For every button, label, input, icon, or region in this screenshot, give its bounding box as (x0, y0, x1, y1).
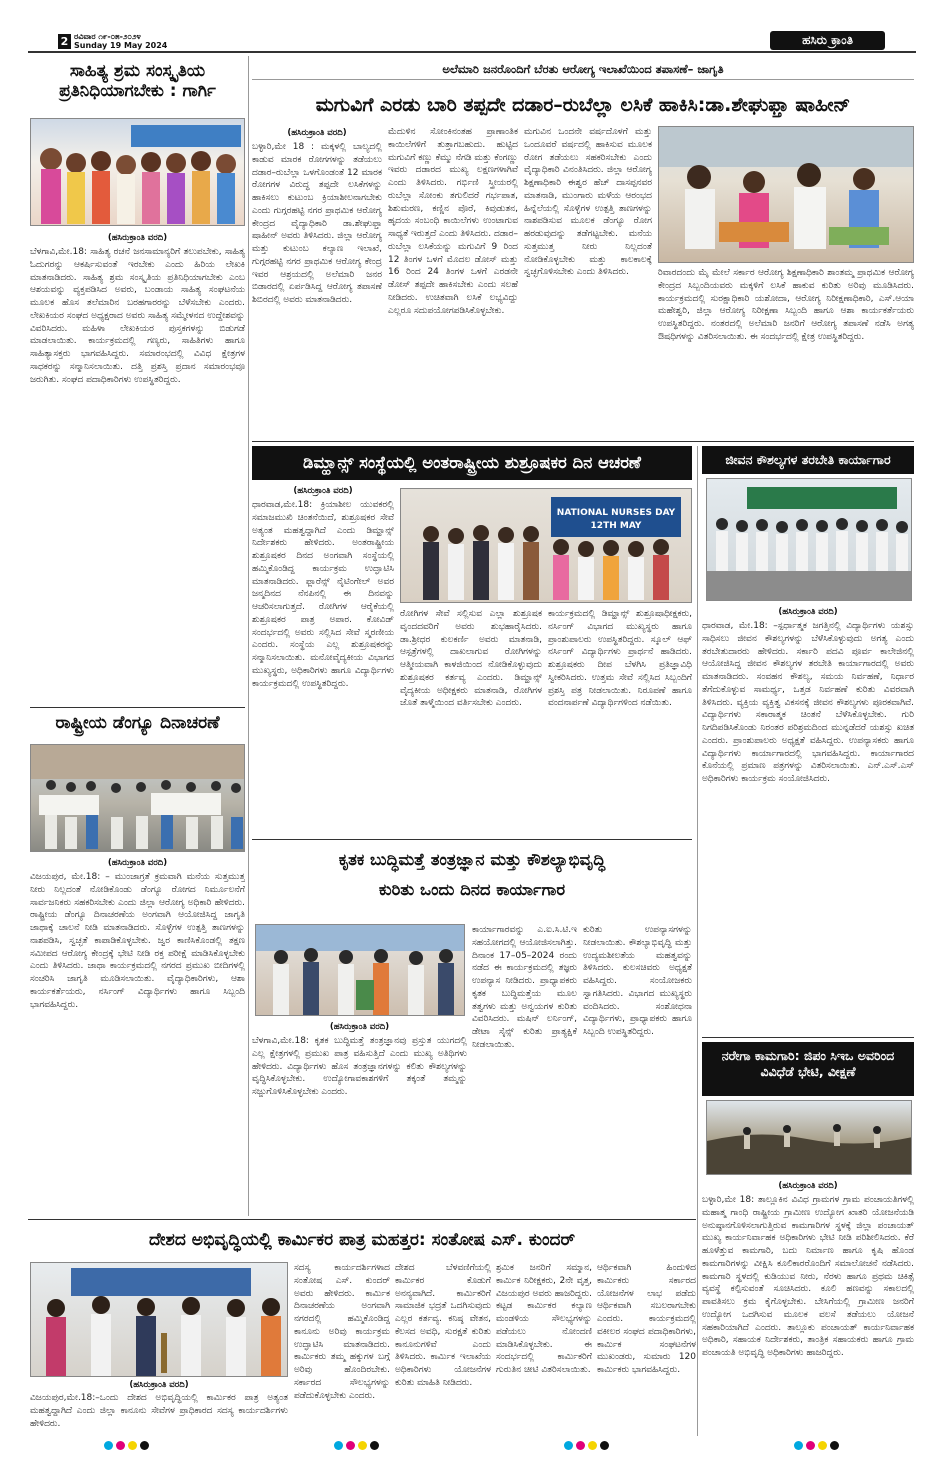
reg-dot-magenta (576, 1441, 585, 1450)
reg-dot-yellow (588, 1441, 597, 1450)
reg-dot-cyan (104, 1441, 113, 1450)
nrega-body: ಬಳ್ಳಾರಿ,ಮೇ 18: ತಾಲ್ಲೂಕಿನ ವಿವಿಧ ಗ್ರಾಮಗಳ ಗ್ರಾಮ ಪಂಚಾಯತಿಗಳಲ್ಲಿ ಮಹಾತ್ಮ ಗಾಂಧಿ ರಾಷ್ಟ್ರೀಯ ಗ್ರಾಮೀಣ ಉದ್ಯೋಗ ಖಾತರಿ ಯೋಜನೆಯಡಿ ಅನುಷ್ಠಾನಗೊಳಿಸಲಾಗುತ್ತಿರುವ ಕಾಮಗಾರಿಗಳ ಸ್ಥಳಕ್ಕೆ ಜಿಲ್ಲಾ ಪಂಚಾಯತ್ ಮುಖ್ಯ ಕಾರ್ಯನಿರ್ವಾಹಕ ಅಧಿಕಾರಿಗಳು ಭೇಟಿ ನೀಡಿ ಪರಿಶೀಲಿಸಿದರು. ಕೆರೆ ಹೂಳೆತ್ತುವ ಕಾಮಗಾರಿ, ಬದು ನಿರ್ಮಾಣ ಹಾಗೂ ಕೃಷಿ ಹೊಂಡ ಕಾಮಗಾರಿಗಳನ್ನು ವೀಕ್ಷಿಸಿ ಕೂಲಿಕಾರರೊಂದಿಗೆ ಸಮಾಲೋಚನೆ ನಡೆಸಿದರು. ಕಾಮಗಾರಿ ಸ್ಥಳದಲ್ಲಿ ಕುಡಿಯುವ ನೀರು, ನೆರಳು ಹಾಗೂ ಪ್ರಥಮ ಚಿಕಿತ್ಸೆ ವ್ಯವಸ್ಥೆ ಕಲ್ಪಿಸುವಂತೆ ಸೂಚಿಸಿದರು. ಕೂಲಿ ಹಣವನ್ನು ಸಕಾಲದಲ್ಲಿ ಪಾವತಿಸಲು ಕ್ರಮ ಕೈಗೊಳ್ಳಬೇಕು. ಬೇಸಿಗೆಯಲ್ಲಿ ಗ್ರಾಮೀಣ ಜನರಿಗೆ ಉದ್ಯೋಗ ಒದಗಿಸುವ ಮೂಲಕ ವಲಸೆ ತಡೆಯಲು ಯೋಜನೆ ಸಹಕಾರಿಯಾಗಿದೆ ಎಂದರು. ತಾಲ್ಲೂಕು ಪಂಚಾಯತ್ ಕಾರ್ಯನಿರ್ವಾಹಕ ಅಧಿಕಾರಿ, ಸಹಾಯಕ ನಿರ್ದೇಶಕರು, ತಾಂತ್ರಿಕ ಸಹಾಯಕರು ಹಾಗೂ ಗ್ರಾಮ ಪಂಚಾಯತಿ ಅಭಿವೃದ್ಧಿ ಅಧಿಕಾರಿಗಳು ಹಾಜರಿದ್ದರು. (702, 1195, 914, 1359)
workers-col-3: ಶ್ರಮಿಕ ಜನರಿಗೆ ಸಮ್ಮಾನ, ಕಾರ್ಮಿಕ ನಿರೀಕ್ಷಕರು, 2ನೇ ವೃತ್ತ, ವಿಜಯಪುರ ಅವರು ಹಾಜರಿದ್ದರು. ಕಟ್ಟಡ ಕಾರ್ಮಿಕರ ಕಲ್ಯಾಣ ಮಂಡಳಿಯ ಸೌಲಭ್ಯಗಳನ್ನು ಪಡೆಯಲು ನೋಂದಣಿ ಮಾಡಿಸಿಕೊಳ್ಳಬೇಕು. ಈ ಸಂದರ್ಭದಲ್ಲಿ ಕಾರ್ಮಿಕರಿಗೆ ಗುರುತಿನ ಚೀಟಿ ವಿತರಿಸಲಾಯಿತು. (496, 1263, 592, 1376)
workers-byline: (ಹಸಿರುಕ್ರಾಂತಿ ವರದಿ) (129, 1380, 189, 1390)
life-skills-photo (706, 478, 912, 601)
nrega-top-rule (702, 1037, 914, 1038)
workers-event-photo-art (31, 1263, 288, 1377)
health-camp-photo (658, 126, 914, 263)
literature-event-photo (30, 118, 245, 226)
health-camp-photo-art (659, 127, 914, 263)
nrega-worksite-photo-art (707, 1101, 912, 1175)
literature-event-photo-art (31, 119, 245, 226)
dengue-rally-photo (30, 744, 245, 852)
reg-dot-yellow (818, 1441, 827, 1450)
life-skills-photo-art (707, 479, 912, 601)
left-top-byline: (ಹಸಿರುಕ್ರಾಂತಿ ವರದಿ) (107, 233, 168, 243)
reg-dot-cyan (334, 1441, 343, 1450)
nurses-day-photo (400, 488, 692, 603)
lead-col-1 (252, 126, 382, 438)
banner-line-2: 12TH MAY (590, 521, 642, 531)
page-number-box (58, 34, 71, 49)
nrega-headline (702, 1042, 914, 1096)
reg-dot-cyan (794, 1441, 803, 1450)
left-top-body: ಬೆಳಗಾವಿ,ಮೇ.18: ಸಾಹಿತ್ಯ ರಚನೆ ಜನಸಾಮಾನ್ಯರಿಗೆ ತಲುಪಬೇಕು, ಸಾಹಿತ್ಯ ಓದುಗರನ್ನು ಆಕರ್ಷಿಸುವಂತೆ ಇರಬೇಕು ಎಂದು ಹಿರಿಯ ಲೇಖಕಿ ಮಾತನಾಡಿದರು. ಸಾಹಿತ್ಯ ಶ್ರಮ ಸಂಸ್ಕೃತಿಯ ಪ್ರತಿನಿಧಿಯಾಗಬೇಕು ಎಂಬ ಆಶಯವನ್ನು ವ್ಯಕ್ತಪಡಿಸಿದ ಅವರು, ಬಂಡಾಯ ಸಾಹಿತ್ಯ ಸಂಘಟನೆಯ ಮೂಲಕ ಹೊಸ ತಲೆಮಾರಿನ ಬರಹಗಾರರನ್ನು ಬೆಳೆಸಬೇಕು ಎಂದರು. ಲೇಖಕಿಯರ ಸಂಘದ ಅಧ್ಯಕ್ಷರಾದ ಅವರು ಸಾಹಿತ್ಯ ಸಮ್ಮೇಳನದ ಉದ್ದೇಶವನ್ನು ವಿವರಿಸಿದರು. ಮಹಿಳಾ ಲೇಖಕಿಯರ ಪುಸ್ತಕಗಳನ್ನು ಬಿಡುಗಡೆ ಮಾಡಲಾಯಿತು. ಕಾರ್ಯಕ್ರಮದಲ್ಲಿ ಗಣ್ಯರು, ಸಾಹಿತಿಗಳು ಹಾಗೂ ಸಾಹಿತ್ಯಾಸಕ್ತರು ಭಾಗವಹಿಸಿದ್ದರು. ಸಮಾರಂಭದಲ್ಲಿ ವಿವಿಧ ಕ್ಷೇತ್ರಗಳ ಸಾಧಕರನ್ನು ಸನ್ಮಾನಿಸಲಾಯಿತು. ದತ್ತಿ ಪ್ರಶಸ್ತಿ ಪ್ರದಾನ ಸಮಾರಂಭವೂ ಜರುಗಿತು. ಸಂಘದ ಪದಾಧಿಕಾರಿಗಳು ಉಪಸ್ಥಿತರಿದ್ದರು. (30, 247, 245, 385)
dengue-byline: (ಹಸಿರುಕ್ರಾಂತಿ ವರದಿ) (107, 858, 168, 868)
dimhans-body-left: ಧಾರವಾಡ,ಮೇ.18: ಕ್ರಿಯಾಶೀಲ ಯುವಕರಲ್ಲಿ ಸಮಾಜಮುಖಿ ಚಿಂತನೆಯಿದೆ, ಶುಶ್ರೂಷಕರ ಸೇವೆ ಅತ್ಯಂತ ಮಹತ್ವದ್ದಾಗಿದೆ ಎಂದು ಡಿಮ್ಹಾನ್ಸ್ ನಿರ್ದೇಶಕರು ಹೇಳಿದರು. ಅಂತರಾಷ್ಟ್ರೀಯ ಶುಶ್ರೂಷಕರ ದಿನದ ಅಂಗವಾಗಿ ಸಂಸ್ಥೆಯಲ್ಲಿ ಹಮ್ಮಿಕೊಂಡಿದ್ದ ಕಾರ್ಯಕ್ರಮ ಉದ್ಘಾಟಿಸಿ ಮಾತನಾಡಿದರು. ಫ್ಲಾರೆನ್ಸ್ ನೈಟಿಂಗೇಲ್ ಅವರ ಜನ್ಮದಿನದ ನೆನಪಿನಲ್ಲಿ ಈ ದಿನವನ್ನು ಆಚರಿಸಲಾಗುತ್ತದೆ. ರೋಗಿಗಳ ಆರೈಕೆಯಲ್ಲಿ ಶುಶ್ರೂಷಕರ ಪಾತ್ರ ಅಪಾರ. ಕೋವಿಡ್ ಸಂದರ್ಭದಲ್ಲಿ ಅವರು ಸಲ್ಲಿಸಿದ ಸೇವೆ ಸ್ಮರಣೀಯ ಎಂದರು. ಸಂಸ್ಥೆಯ ಎಲ್ಲ ಶುಶ್ರೂಷಕರನ್ನು ಸನ್ಮಾನಿಸಲಾಯಿತು. ಮನೋವೈದ್ಯಕೀಯ ವಿಭಾಗದ ಮುಖ್ಯಸ್ಥರು, ಅಧಿಕಾರಿಗಳು ಹಾಗೂ ವಿದ್ಯಾರ್ಥಿಗಳು ಕಾರ್ಯಕ್ರಮದಲ್ಲಿ ಉಪಸ್ಥಿತರಿದ್ದರು. (252, 500, 394, 689)
dimhans-story-left (252, 484, 394, 834)
dimhans-byline: (ಹಸಿರುಕ್ರಾಂತಿ ವರದಿ) (293, 486, 353, 496)
workers-caption-text: ವಿಜಯಪುರ,ಮೇ.18:–ಒಂದು ದೇಶದ ಅಭಿವೃದ್ಧಿಯಲ್ಲಿ ಕಾರ್ಮಿಕರ ಪಾತ್ರ ಅತ್ಯಂತ ಮಹತ್ವದ್ದಾಗಿದೆ ಎಂದು ಜಿಲ್ಲಾ ಕಾನೂನು ಸೇವೆಗಳ ಪ್ರಾಧಿಕಾರದ ಸದಸ್ಯ ಕಾರ್ಯದರ್ಶಿಗಳು ಹೇಳಿದರು. (30, 1393, 288, 1429)
right-column-rule (697, 446, 698, 1436)
reg-dot-magenta (806, 1441, 815, 1450)
ai-top-rule (252, 839, 692, 840)
reg-dot-magenta (116, 1441, 125, 1450)
workers-event-photo (30, 1262, 288, 1377)
ai-headline-line-2: ಕುರಿತು ಒಂದು ದಿನದ ಕಾರ್ಯಾಗಾರ (378, 880, 566, 899)
ai-workshop-photo (255, 924, 465, 1016)
nrega-story (702, 1179, 914, 1431)
workers-col-2: ದೇಶದ ಬೆಳವಣಿಗೆಯಲ್ಲಿ ಕಾರ್ಮಿಕರ ಕೊಡುಗೆ ಅನನ್ಯವಾಗಿದೆ. ಕಾರ್ಮಿಕರಿಗೆ ಸಾಮಾಜಿಕ ಭದ್ರತೆ ಒದಗಿಸುವುದು ಎಲ್ಲರ ಕರ್ತವ್ಯ. ಕನಿಷ್ಠ ವೇತನ, ಕೆಲಸದ ಅವಧಿ, ಸುರಕ್ಷತೆ ಕುರಿತು ಕಾನೂನುಗಳಿವೆ ಎಂದು ತಿಳಿಸಿದರು. ಕಾರ್ಮಿಕ ಇಲಾಖೆಯ ಅಧಿಕಾರಿಗಳು ಯೋಜನೆಗಳ ಕುರಿತು ಮಾಹಿತಿ ನೀಡಿದರು. (395, 1263, 491, 1388)
workers-col-1: ಸದಸ್ಯ ಕಾರ್ಯದರ್ಶಿಗಳಾದ ಸಂತೋಷ ಎಸ್. ಕುಂದರ್ ಅವರು ಹೇಳಿದರು. ಕಾರ್ಮಿಕ ದಿನಾಚರಣೆಯ ಅಂಗವಾಗಿ ನಗರದಲ್ಲಿ ಹಮ್ಮಿಕೊಂಡಿದ್ದ ಕಾನೂನು ಅರಿವು ಕಾರ್ಯಕ್ರಮ ಉದ್ಘಾಟಿಸಿ ಮಾತನಾಡಿದರು. ಕಾರ್ಮಿಕರು ತಮ್ಮ ಹಕ್ಕುಗಳ ಬಗ್ಗೆ ಅರಿವು ಹೊಂದಿರಬೇಕು. ಸರ್ಕಾರದ ಸೌಲಭ್ಯಗಳನ್ನು ಪಡೆದುಕೊಳ್ಳಬೇಕು ಎಂದರು. (294, 1263, 390, 1401)
life-skills-body: ಧಾರವಾಡ, ಮೇ.18: –ಸ್ಪರ್ಧಾತ್ಮಕ ಜಗತ್ತಿನಲ್ಲಿ ವಿದ್ಯಾರ್ಥಿಗಳು ಯಶಸ್ಸು ಸಾಧಿಸಲು ಜೀವನ ಕೌಶಲ್ಯಗಳನ್ನು ಬೆಳೆಸಿಕೊಳ್ಳುವುದು ಅಗತ್ಯ ಎಂದು ತರಬೇತುದಾರರು ಹೇಳಿದರು. ಸರ್ಕಾರಿ ಪದವಿ ಪೂರ್ವ ಕಾಲೇಜಿನಲ್ಲಿ ಆಯೋಜಿಸಿದ್ದ ಜೀವನ ಕೌಶಲ್ಯಗಳ ತರಬೇತಿ ಕಾರ್ಯಾಗಾರದಲ್ಲಿ ಅವರು ಮಾತನಾಡಿದರು. ಸಂವಹನ ಕೌಶಲ್ಯ, ಸಮಯ ನಿರ್ವಹಣೆ, ನಿರ್ಧಾರ ತೆಗೆದುಕೊಳ್ಳುವ ಸಾಮರ್ಥ್ಯ, ಒತ್ತಡ ನಿರ್ವಹಣೆ ಕುರಿತು ವಿವರವಾಗಿ ತಿಳಿಸಿದರು. ವ್ಯಕ್ತಿಯ ವ್ಯಕ್ತಿತ್ವ ವಿಕಸನಕ್ಕೆ ಜೀವನ ಕೌಶಲ್ಯಗಳು ಪೂರಕವಾಗಿವೆ. ವಿದ್ಯಾರ್ಥಿಗಳು ಸಕಾರಾತ್ಮಕ ಚಿಂತನೆ ಬೆಳೆಸಿಕೊಳ್ಳಬೇಕು. ಗುರಿ ನಿಗದಿಪಡಿಸಿಕೊಂಡು ನಿರಂತರ ಪರಿಶ್ರಮದಿಂದ ಮುನ್ನಡೆದರೆ ಯಶಸ್ಸು ಖಚಿತ ಎಂದರು. ಪ್ರಾಂಶುಪಾಲರು ಅಧ್ಯಕ್ಷತೆ ವಹಿಸಿದ್ದರು. ಉಪನ್ಯಾಸಕರು ಹಾಗೂ ವಿದ್ಯಾರ್ಥಿಗಳು ಕಾರ್ಯಾಗಾರದಲ್ಲಿ ಭಾಗವಹಿಸಿದ್ದರು. ಕಾರ್ಯಾಗಾರದ ಕೊನೆಯಲ್ಲಿ ಪ್ರಮಾಣ ಪತ್ರಗಳನ್ನು ವಿತರಿಸಲಾಯಿತು. ಎನ್.ಎಸ್.ಎಸ್ ಅಧಿಕಾರಿಗಳು ಕಾರ್ಯಕ್ರಮ ಸಂಯೋಜಿಸಿದರು. (702, 621, 914, 785)
kicker: ಅಲೆಮಾರಿ ಜನರೊಂದಿಗೆ ಬೆರತು ಆರೋಗ್ಯ ಇಲಾಖೆಯಿಂದ ತಪಾಸಣೆ– ಜಾಗೃತಿ (252, 62, 914, 80)
lead-headline: ಮಗುವಿಗೆ ಎರಡು ಬಾರಿ ತಪ್ಪದೇ ದಡಾರ–ರುಬೆಲ್ಲಾ ಲಸಿಕೆ ಹಾಕಿಸಿ:ಡಾ.ಶೇಘುಫ್ತಾ ಷಾಹೀನ್ (315, 94, 851, 116)
reg-dot-yellow (128, 1441, 137, 1450)
dengue-headline: ರಾಷ್ಟ್ರೀಯ ಡೆಂಗ್ಯೂ ದಿನಾಚರಣೆ (55, 714, 220, 733)
reg-dot-cyan (564, 1441, 573, 1450)
date-kannada: ರವಿವಾರ ೧೯-೦೫-೨೦೨೪ (74, 32, 141, 41)
masthead: ಹಸಿರು ಕ್ರಾಂತಿ (770, 31, 885, 50)
reg-dot-black (370, 1441, 379, 1450)
dimhans-headline: ಡಿಮ್ಹಾನ್ಸ್ ಸಂಸ್ಥೆಯಲ್ಲಿ ಅಂತರಾಷ್ಟ್ರೀಯ ಶುಶ್ರೂಷಕರ ದಿನ ಆಚರಣೆ (252, 446, 692, 480)
life-skills-byline: (ಹಸಿರುಕ್ರಾಂತಿ ವರದಿ) (778, 607, 838, 617)
workers-headline: ದೇಶದ ಅಭಿವೃದ್ಧಿಯಲ್ಲಿ ಕಾರ್ಮಿಕರ ಪಾತ್ರ ಮಹತ್ತರ: ಸಂತೋಷ ಎಸ್. ಕುಂದರ್ (148, 1230, 576, 1250)
dimhans-body-mid: ರೋಗಿಗಳ ಸೇವೆ ಸಲ್ಲಿಸುವ ಎಲ್ಲಾ ಶುಶ್ರೂಷಕ ವೃಂದದವರಿಗೆ ಅವರು ಶುಭಹಾರೈಸಿದರು. ಡಾ.ಶ್ರೀಧರ ಕುಲಕರ್ಣಿ ಅವರು ಮಾತನಾಡಿ, ಆಸ್ಪತ್ರೆಗಳಲ್ಲಿ ದಾಖಲಾಗುವ ರೋಗಿಗಳನ್ನು ಆತ್ಮೀಯವಾಗಿ ಕಾಳಜಿಯಿಂದ ನೋಡಿಕೊಳ್ಳುವುದು ಶುಶ್ರೂಷಕರ ಕರ್ತವ್ಯ ಎಂದರು. ಡಿಮ್ಹಾನ್ಸ್ ವೈದ್ಯಕೀಯ ಅಧೀಕ್ಷಕರು ಮಾತನಾಡಿ, ರೋಗಿಗಳ ಜೊತೆ ತಾಳ್ಮೆಯಿಂದ ವರ್ತಿಸಬೇಕು ಎಂದರು. (400, 609, 542, 709)
dengue-body: ವಿಜಯಪುರ, ಮೇ.18: – ಮುಂಜಾಗ್ರತೆ ಕ್ರಮವಾಗಿ ಮನೆಯ ಸುತ್ತಮುತ್ತ ನೀರು ನಿಲ್ಲದಂತೆ ನೋಡಿಕೊಂಡು ಡೆಂಗ್ಯೂ ರೋಗದ ನಿರ್ಮೂಲನೆಗೆ ಸಾರ್ವಜನಿಕರು ಸಹಕರಿಸಬೇಕು ಎಂದು ಜಿಲ್ಲಾ ಆರೋಗ್ಯ ಅಧಿಕಾರಿ ಹೇಳಿದರು. ರಾಷ್ಟ್ರೀಯ ಡೆಂಗ್ಯೂ ದಿನಾಚರಣೆಯ ಅಂಗವಾಗಿ ಆಯೋಜಿಸಿದ್ದ ಜಾಗೃತಿ ಜಾಥಾಕ್ಕೆ ಚಾಲನೆ ನೀಡಿ ಮಾತನಾಡಿದರು. ಸೊಳ್ಳೆಗಳ ಉತ್ಪತ್ತಿ ತಾಣಗಳನ್ನು ನಾಶಪಡಿಸಿ, ಸ್ವಚ್ಛತೆ ಕಾಪಾಡಿಕೊಳ್ಳಬೇಕು. ಜ್ವರ ಕಾಣಿಸಿಕೊಂಡಲ್ಲಿ ತಕ್ಷಣ ಸಮೀಪದ ಆರೋಗ್ಯ ಕೇಂದ್ರಕ್ಕೆ ಭೇಟಿ ನೀಡಿ ರಕ್ತ ಪರೀಕ್ಷೆ ಮಾಡಿಸಿಕೊಳ್ಳಬೇಕು ಎಂದು ತಿಳಿಸಿದರು. ಜಾಥಾ ಕಾರ್ಯಕ್ರಮದಲ್ಲಿ ನಗರದ ಪ್ರಮುಖ ಬೀದಿಗಳಲ್ಲಿ ಸಂಚರಿಸಿ ಜಾಗೃತಿ ಮೂಡಿಸಲಾಯಿತು. ವೈದ್ಯಾಧಿಕಾರಿಗಳು, ಆಶಾ ಕಾರ್ಯಕರ್ತೆಯರು, ನರ್ಸಿಂಗ್ ವಿದ್ಯಾರ್ಥಿಗಳು ಹಾಗೂ ಸಿಬ್ಬಂದಿ ಭಾಗವಹಿಸಿದ್ದರು. (30, 872, 245, 1010)
dimhans-body-right: ಕಾರ್ಯಕ್ರಮದಲ್ಲಿ ಡಿಮ್ಹಾನ್ಸ್ ಶುಶ್ರೂಷಾಧೀಕ್ಷಕರು, ನರ್ಸಿಂಗ್ ವಿಭಾಗದ ಮುಖ್ಯಸ್ಥರು ಹಾಗೂ ಪ್ರಾಂಶುಪಾಲರು ಉಪಸ್ಥಿತರಿದ್ದರು. ಸ್ಕೂಲ್ ಆಫ್ ನರ್ಸಿಂಗ್ ವಿದ್ಯಾರ್ಥಿಗಳು ಪ್ರಾರ್ಥನೆ ಹಾಡಿದರು. ಶುಶ್ರೂಷಕರು ದೀಪ ಬೆಳಗಿಸಿ ಪ್ರತಿಜ್ಞಾವಿಧಿ ಸ್ವೀಕರಿಸಿದರು. ಉತ್ತಮ ಸೇವೆ ಸಲ್ಲಿಸಿದ ಸಿಬ್ಬಂದಿಗೆ ಪ್ರಶಸ್ತಿ ಪತ್ರ ನೀಡಲಾಯಿತು. ನಿರೂಪಣೆ ಹಾಗೂ ವಂದನಾರ್ಪಣೆ ವಿದ್ಯಾರ್ಥಿಗಳಿಂದ ನಡೆಯಿತು. (548, 609, 692, 709)
workers-col-4: ಆರ್ಥಿಕವಾಗಿ ಹಿಂದುಳಿದ ಕಾರ್ಮಿಕರು ಸರ್ಕಾರದ ಯೋಜನೆಗಳ ಲಾಭ ಪಡೆದು ಆರ್ಥಿಕವಾಗಿ ಸಬಲರಾಗಬೇಕು ಎಂದರು. ಕಾರ್ಯಕ್ರಮದಲ್ಲಿ ವಕೀಲರ ಸಂಘದ ಪದಾಧಿಕಾರಿಗಳು, ಕಾರ್ಮಿಕ ಸಂಘಟನೆಗಳ ಮುಖಂಡರು, ಸುಮಾರು 120 ಕಾರ್ಮಿಕರು ಭಾಗವಹಿಸಿದ್ದರು. (597, 1263, 696, 1376)
lead-bottom-rule (252, 441, 914, 442)
ai-byline: (ಹಸಿರುಕ್ರಾಂತಿ ವರದಿ) (329, 1022, 390, 1032)
nrega-byline: (ಹಸಿರುಕ್ರಾಂತಿ ವರದಿ) (778, 1181, 838, 1191)
workers-top-rule (28, 1219, 696, 1220)
lead-col-4-body: ರಿವಾರದಂದು ಮೈ ಮೇಲೆ ಸರ್ಕಾರ ಆರೋಗ್ಯ ಶಿಕ್ಷಣಾಧಿಕಾರಿ ಶಾಂತಮ್ಮ ಪ್ರಾಥಮಿಕ ಆರೋಗ್ಯ ಕೇಂದ್ರದ ಸಿಬ್ಬಂದಿಯವರು ಮಕ್ಕಳಿಗೆ ಲಸಿಕೆ ಹಾಕುವ ಕುರಿತು ಅರಿವು ಮೂಡಿಸಿದರು. ಕಾರ್ಯಕ್ರಮದಲ್ಲಿ ಸುರಕ್ಷಾಧಿಕಾರಿ ಯಶೋದಾ, ಆರೋಗ್ಯ ನಿರೀಕ್ಷಣಾಧಿಕಾರಿ, ಎಸ್.ಆಯಾ ಮಹೇಶ್ವರಿ, ಜಿಲ್ಲಾ ಆರೋಗ್ಯ ನಿರೀಕ್ಷಣಾ ಸಿಬ್ಬಂದಿ ಹಾಗೂ ಆಶಾ ಕಾರ್ಯಕರ್ತೆಯರು ಉಪಸ್ಥಿತರಿದ್ದರು. ನಂತರದಲ್ಲಿ ಅಲೆಮಾರಿ ಜನರಿಗೆ ಆರೋಗ್ಯ ತಪಾಸಣೆ ನಡೆಸಿ ಅಗತ್ಯ ಔಷಧಿಗಳನ್ನು ವಿತರಿಸಲಾಯಿತು. ಈ ಸಂದರ್ಭದಲ್ಲಿ ಕ್ಷೇತ್ರ ಉಪಸ್ಥಿತರಿದ್ದರು. (658, 268, 914, 342)
nrega-worksite-photo (706, 1100, 912, 1175)
reg-dot-magenta (346, 1441, 355, 1450)
lead-col-2-body: ಮೆದುಳಿನ ಸೋಂಕಿನಂತಹ ಪ್ರಾಣಾಂತಿಕ ಕಾಯಿಲೆಗಳಿಗೆ ತುತ್ತಾಗಬಹುದು. ಹುಟ್ಟಿದ ಮಗುವಿಗೆ ಕಣ್ಣು ಕೆಮ್ಮು ನೆಗಡಿ ಮತ್ತು ಕೆಂಗಣ್ಣು ಇವರು ದಡಾರದ ಮುಖ್ಯ ಲಕ್ಷಣಗಳಾಗಿವೆ ಎಂದು ತಿಳಿಸಿದರು. ಗರ್ಭಿಣಿ ಸ್ತ್ರೀಯರಲ್ಲಿ ರುಬೆಲ್ಲಾ ಸೋಂಕು ತಗುಲಿದರೆ ಗರ್ಭಪಾತ, ಶಿಶುಮರಣ, ಕಣ್ಣಿನ ಪೊರೆ, ಕಿವುಡುತನ, ಹೃದಯ ಸಂಬಂಧಿ ಕಾಯಿಲೆಗಳು ಉಂಟಾಗುವ ಸಾಧ್ಯತೆ ಇರುತ್ತದೆ ಎಂದು ತಿಳಿಸಿದರು. ದಡಾರ–ರುಬೆಲ್ಲಾ ಲಸಿಕೆಯನ್ನು ಮಗುವಿಗೆ 9 ರಿಂದ 12 ತಿಂಗಳ ಒಳಗೆ ಮೊದಲ ಡೋಸ್ ಮತ್ತು 16 ರಿಂದ 24 ತಿಂಗಳ ಒಳಗೆ ಎರಡನೇ ಡೋಸ್ ತಪ್ಪದೇ ಹಾಕಿಸಬೇಕು ಎಂದು ಸಲಹೆ ನೀಡಿದರು. ಉಚಿತವಾಗಿ ಲಸಿಕೆ ಲಭ್ಯವಿದ್ದು ಎಲ್ಲರೂ ಸದುಪಯೋಗಪಡಿಸಿಕೊಳ್ಳಬೇಕು. (388, 127, 518, 316)
ai-body-right: ಕುರಿತು ಉಪನ್ಯಾಸಗಳನ್ನು ನೀಡಲಾಯಿತು. ಕೌಶಲ್ಯಾಭಿವೃದ್ಧಿ ಮತ್ತು ಉದ್ಯಮಶೀಲತೆಯ ಮಹತ್ವವನ್ನು ತಿಳಿಸಿದರು. ಕುಲಸಚಿವರು ಅಧ್ಯಕ್ಷತೆ ವಹಿಸಿದ್ದರು. ಸಂಯೋಜಕರು ಸ್ವಾಗತಿಸಿದರು. ವಿಭಾಗದ ಮುಖ್ಯಸ್ಥರು ವಂದಿಸಿದರು. ಸಂಶೋಧನಾ ವಿದ್ಯಾರ್ಥಿಗಳು, ಪ್ರಾಧ್ಯಾಪಕರು ಹಾಗೂ ಸಿಬ್ಬಂದಿ ಉಪಸ್ಥಿತರಿದ್ದರು. (583, 925, 692, 1038)
lead-col-1-body: ಬಳ್ಳಾರಿ,ಮೇ 18 : ಮಕ್ಕಳಲ್ಲಿ ಬಾಲ್ಯದಲ್ಲಿ ಕಾಡುವ ಮಾರಕ ರೋಗಗಳನ್ನು ತಡೆಯಲು ದಡಾರ–ರುಬೆಲ್ಲಾ ಒಳಗೊಂಡಂತೆ 12 ಮಾರಕ ರೋಗಗಳ ವಿರುದ್ಧ ತಪ್ಪದೇ ಲಸಿಕೆಗಳನ್ನು ಹಾಕಿಸಲು ಕುಟುಂಬ ಕ್ರಿಯಾಶೀಲನಾಗಬೇಕು ಎಂದು ಗುಗ್ಗರಹಟ್ಟಿ ನಗರ ಪ್ರಾಥಮಿಕ ಆರೋಗ್ಯ ಕೇಂದ್ರದ ವೈದ್ಯಾಧಿಕಾರಿ ಡಾ.ಶೇಘುಫ್ತಾ ಷಾಹೀನ್ ಅವರು ತಿಳಿಸಿದರು. ಜಿಲ್ಲಾ ಆರೋಗ್ಯ ಮತ್ತು ಕುಟುಂಬ ಕಲ್ಯಾಣ ಇಲಾಖೆ, ಗುಗ್ಗರಹಟ್ಟಿ ನಗರ ಪ್ರಾಥಮಿಕ ಆರೋಗ್ಯ ಕೇಂದ್ರ ಇವರ ಆಶ್ರಯದಲ್ಲಿ ಅಲೆಮಾರಿ ಜನರ ಬಿಡಾರದಲ್ಲಿ ಏರ್ಪಡಿಸಿದ್ದ ಆರೋಗ್ಯ ತಪಾಸಣೆ ಶಿಬಿರದಲ್ಲಿ ಅವರು ಮಾತನಾಡಿದರು. (252, 142, 382, 306)
ai-story-left (252, 1020, 467, 1215)
lead-col-3-body: ಮಗುವಿನ ಒಂದನೇ ವರ್ಷದೊಳಗೆ ಮತ್ತು ಒಂದೂವರೆ ವರ್ಷದಲ್ಲಿ ಹಾಕಿಸುವ ಮೂಲಕ ರೋಗ ತಡೆಯಲು ಸಹಕರಿಸಬೇಕು ಎಂದು ವೈದ್ಯಾಧಿಕಾರಿ ವಿನಂತಿಸಿದರು. ಜಿಲ್ಲಾ ಆರೋಗ್ಯ ಶಿಕ್ಷಣಾಧಿಕಾರಿ ಈಶ್ವರ ಹೆಚ್ ದಾಸಪ್ಪನವರ ಮಾತನಾಡಿ, ಮುಂಗಾರು ಮಳೆಯ ಆರಂಭದ ಹಿನ್ನೆಲೆಯಲ್ಲಿ ಸೊಳ್ಳೆಗಳ ಉತ್ಪತ್ತಿ ತಾಣಗಳನ್ನು ನಾಶಪಡಿಸುವ ಮೂಲಕ ಡೆಂಗ್ಯೂ ರೋಗ ಹರಡುವುದನ್ನು ತಡೆಗಟ್ಟಬೇಕು. ಮನೆಯ ಸುತ್ತಮುತ್ತ ನೀರು ನಿಲ್ಲದಂತೆ ನೋಡಿಕೊಳ್ಳಬೇಕು ಮತ್ತು ಕಾಲಕಾಲಕ್ಕೆ ಸ್ವಚ್ಛಗೊಳಿಸಬೇಕು ಎಂದು ತಿಳಿಸಿದರು. (524, 127, 652, 278)
ai-headline-line-1: ಕೃತಕ ಬುದ್ಧಿಮತ್ತೆ ತಂತ್ರಜ್ಞಾನ ಮತ್ತು ಕೌಶಲ್ಯಾಭಿವೃದ್ಧಿ (338, 850, 606, 869)
left-column-rule (248, 56, 249, 1216)
reg-dot-black (140, 1441, 149, 1450)
dengue-story (30, 856, 245, 1211)
date-english: Sunday 19 May 2024 (74, 41, 168, 50)
banner-line-1: NATIONAL NURSES DAY (556, 508, 676, 518)
ai-workshop-photo-art (256, 925, 465, 1016)
life-skills-story (702, 605, 914, 1035)
nrega-headline-text: ನರೇಗಾ ಕಾಮಗಾರಿ: ಜಿಪಂ ಸಿಇಒ ಅವರಿಂದ ವಿವಿಧೆಡೆ ಭೇಟಿ, ವೀಕ್ಷಣೆ (721, 1048, 895, 1079)
reg-dot-black (830, 1441, 839, 1450)
header-rule (28, 51, 916, 53)
ai-body-left: ಬೆಳಗಾವಿ,ಮೇ.18: ಕೃತಕ ಬುದ್ಧಿಮತ್ತೆ ತಂತ್ರಜ್ಞಾನವು ಪ್ರಸ್ತುತ ಯುಗದಲ್ಲಿ ಎಲ್ಲ ಕ್ಷೇತ್ರಗಳಲ್ಲಿ ಪ್ರಮುಖ ಪಾತ್ರ ವಹಿಸುತ್ತಿದೆ ಎಂದು ಮುಖ್ಯ ಅತಿಥಿಗಳು ಹೇಳಿದರು. ವಿದ್ಯಾರ್ಥಿಗಳು ಹೊಸ ತಂತ್ರಜ್ಞಾನಗಳನ್ನು ಕಲಿತು ಕೌಶಲ್ಯಗಳನ್ನು ವೃದ್ಧಿಸಿಕೊಳ್ಳಬೇಕು. ಉದ್ಯೋಗಾವಕಾಶಗಳಿಗೆ ತಕ್ಕಂತೆ ತಮ್ಮನ್ನು ಸಜ್ಜುಗೊಳಿಸಿಕೊಳ್ಳಬೇಕು ಎಂದರು. (252, 1036, 467, 1098)
life-skills-headline: ಜೀವನ ಕೌಶಲ್ಯಗಳ ತರಬೇತಿ ಕಾರ್ಯಾಗಾರ (702, 446, 914, 474)
page-number: 2 (60, 35, 69, 48)
dengue-rally-photo-art (31, 745, 245, 852)
left-top-headline: ಸಾಹಿತ್ಯ ಶ್ರಮ ಸಂಸ್ಕೃತಿಯ ಪ್ರತಿನಿಧಿಯಾಗಬೇಕು : ಗಾರ್ಗಿ (59, 61, 216, 101)
reg-dot-black (600, 1441, 609, 1450)
ai-body-mid: ಕಾರ್ಯಾಗಾರವನ್ನು ಎ.ಐ.ಸಿ.ಟಿ.ಇ ಸಹಯೋಗದಲ್ಲಿ ಆಯೋಜಿಸಲಾಗಿತ್ತು. ದಿನಾಂಕ 17–05–2024 ರಂದು ನಡೆದ ಈ ಕಾರ್ಯಕ್ರಮದಲ್ಲಿ ತಜ್ಞರು ಉಪನ್ಯಾಸ ನೀಡಿದರು. ಪ್ರಾಧ್ಯಾಪಕರು ಕೃತಕ ಬುದ್ಧಿಮತ್ತೆಯ ಮೂಲ ತತ್ವಗಳು ಮತ್ತು ಅನ್ವಯಗಳ ಕುರಿತು ವಿವರಿಸಿದರು. ಮಷಿನ್ ಲರ್ನಿಂಗ್, ಡೇಟಾ ಸೈನ್ಸ್ ಕುರಿತು ಪ್ರಾತ್ಯಕ್ಷಿಕೆ ನೀಡಲಾಯಿತು. (472, 925, 577, 1050)
lead-byline: (ಹಸಿರುಕ್ರಾಂತಿ ವರದಿ) (287, 128, 347, 138)
left-divider-1 (30, 707, 245, 708)
left-top-story (30, 231, 245, 701)
reg-dot-yellow (358, 1441, 367, 1450)
workers-caption-block (30, 1380, 288, 1432)
nurses-day-photo-art (401, 489, 692, 603)
